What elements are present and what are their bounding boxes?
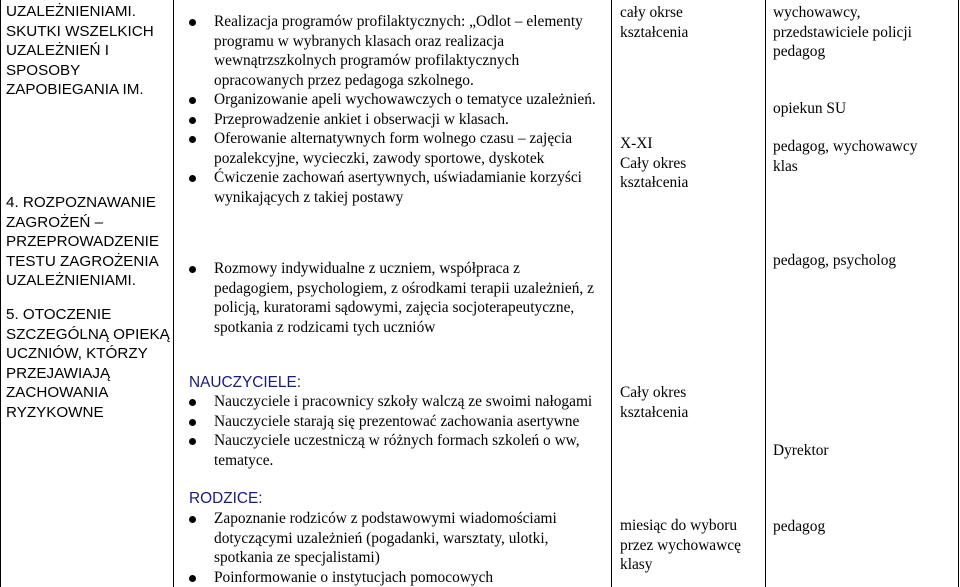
timing-line: miesiąc do wyboru [620,517,738,534]
list-item: Nauczyciele uczestniczą w różnych formach szkoleń o ww, tematyce. [214,431,609,470]
bullet-icon [189,175,196,182]
timing-line: kształcenia [620,23,689,41]
responsible-cell [773,137,956,176]
column-divider [765,0,766,587]
topic-rozpoznawanie [6,193,168,291]
actions-list-parents [214,509,602,587]
list-item: Ćwiczenie zachowań asertywnych, uświadamianie korzyści wynikających z takiej postawy [214,168,602,207]
bullet-icon [189,97,196,104]
timing-line: przez wychowawcę [620,536,741,554]
timing-line: kształcenia [620,403,689,421]
list-item: Zapoznanie rodziców z podstawowymi wiadomościami dotyczącymi uzależnień (pogadanki, warsztaty, ulotki, spotkania ze specjalistami) [214,509,602,568]
list-item: Nauczyciele starają się prezentować zachowania asertywne [214,412,609,432]
topic-line: ZAPOBIEGANIA IM. [6,81,144,98]
timing-line: kształcenia [620,174,689,191]
responsible-cell: Dyrektor [773,442,829,459]
topic-line: ZAGROŻEŃ – [6,213,104,231]
responsible-line: wychowawcy, [773,4,861,21]
topic-line: UCZNIÓW, KTÓRZY [6,345,148,362]
bullet-icon [189,419,196,426]
bullet-icon [189,438,196,445]
topic-line: ZACHOWANIA [6,384,109,401]
responsible-cell: pedagog, psycholog [773,252,897,269]
topic-line: UZALEŻNIEŃ I [6,42,109,59]
actions-list-risk-students [214,259,602,337]
column-divider [173,0,174,587]
bullet-icon [189,399,196,406]
bullet-icon [189,136,196,143]
responsible-line: pedagog, wychowawcy [773,138,918,155]
column-divider [0,0,1,587]
responsible-line: klas [773,157,798,175]
bullet-icon [189,575,196,582]
topic-line: SZCZEGÓLNĄ OPIEKĄ [6,325,170,343]
timing-line: klasy [620,556,653,573]
topic-line: TESTU ZAGROŻENIA [6,252,159,270]
column-divider [611,0,612,587]
topic-line: UZALEŻNIENIAMI. [6,272,136,289]
topic-line: 4. ROZPOZNAWANIE [6,194,156,211]
topic-line: SKUTKI WSZELKICH [6,22,154,40]
timing-cell [620,134,760,193]
responsible-cell: pedagog [773,518,826,535]
responsible-line: przedstawiciele policji [773,23,912,41]
list-item: Przeprowadzenie ankiet i obserwacji w klasach. [214,110,602,130]
bullet-icon [189,266,196,273]
topic-line: RYZYKOWNE [6,403,104,421]
timing-cell [620,516,760,575]
list-item: Realizacja programów profilaktycznych: „Odlot – elementy programu w wybranych klasach oraz realizacja wewnątrzszkolnych programów profilaktycznych opracowanych przez pedagoga szkolnego. [214,12,602,90]
list-item: Rozmowy indywidualne z uczniem, współpraca z pedagogiem, psychologiem, z ośrodkami terapii uzależnień, z policją, kuratorami sądowymi, zajęcia socjoterapeutyczne, spotkania z rodzicami tych uczniów [214,259,602,337]
bullet-icon [189,19,196,26]
bullet-icon [189,516,196,523]
actions-list-prevention [214,12,602,207]
parents-heading: RODZICE: [189,490,263,507]
timing-cell [620,383,760,422]
timing-line: X-XI [620,135,653,152]
responsible-cell [773,3,956,62]
responsible-line: pedagog [773,43,826,60]
timing-cell [620,3,760,42]
list-item: Organizowanie apeli wychowawczych o tematyce uzależnień. [214,90,602,110]
teachers-heading: NAUCZYCIELE: [189,374,302,391]
topic-line: 5. OTOCZENIE [6,306,112,323]
list-item: Nauczyciele i pracownicy szkoły walczą ze swoimi nałogami [214,392,609,412]
topic-line: PRZEPROWADZENIE [6,233,160,250]
timing-line: Cały okres [620,154,687,172]
actions-list-teachers [214,392,609,470]
list-item: Oferowanie alternatywnych form wolnego czasu – zajęcia pozalekcyjne, wycieczki, zawody sportowe, dyskotek [214,129,602,168]
bullet-icon [189,117,196,124]
topic-line: PRZEJAWIAJĄ [6,364,111,382]
topic-uzaleznienia-cont [6,2,168,100]
column-divider [958,0,959,587]
timing-line: cały okrse [620,4,683,21]
topic-line: SPOSOBY [6,61,81,79]
timing-line: Cały okres [620,384,687,401]
topic-otoczenie-opieka [6,305,168,422]
list-item: Poinformowanie o instytucjach pomocowych [214,568,602,587]
topic-line: UZALEŻNIENIAMI. [6,3,136,20]
responsible-cell: opiekun SU [773,100,847,117]
